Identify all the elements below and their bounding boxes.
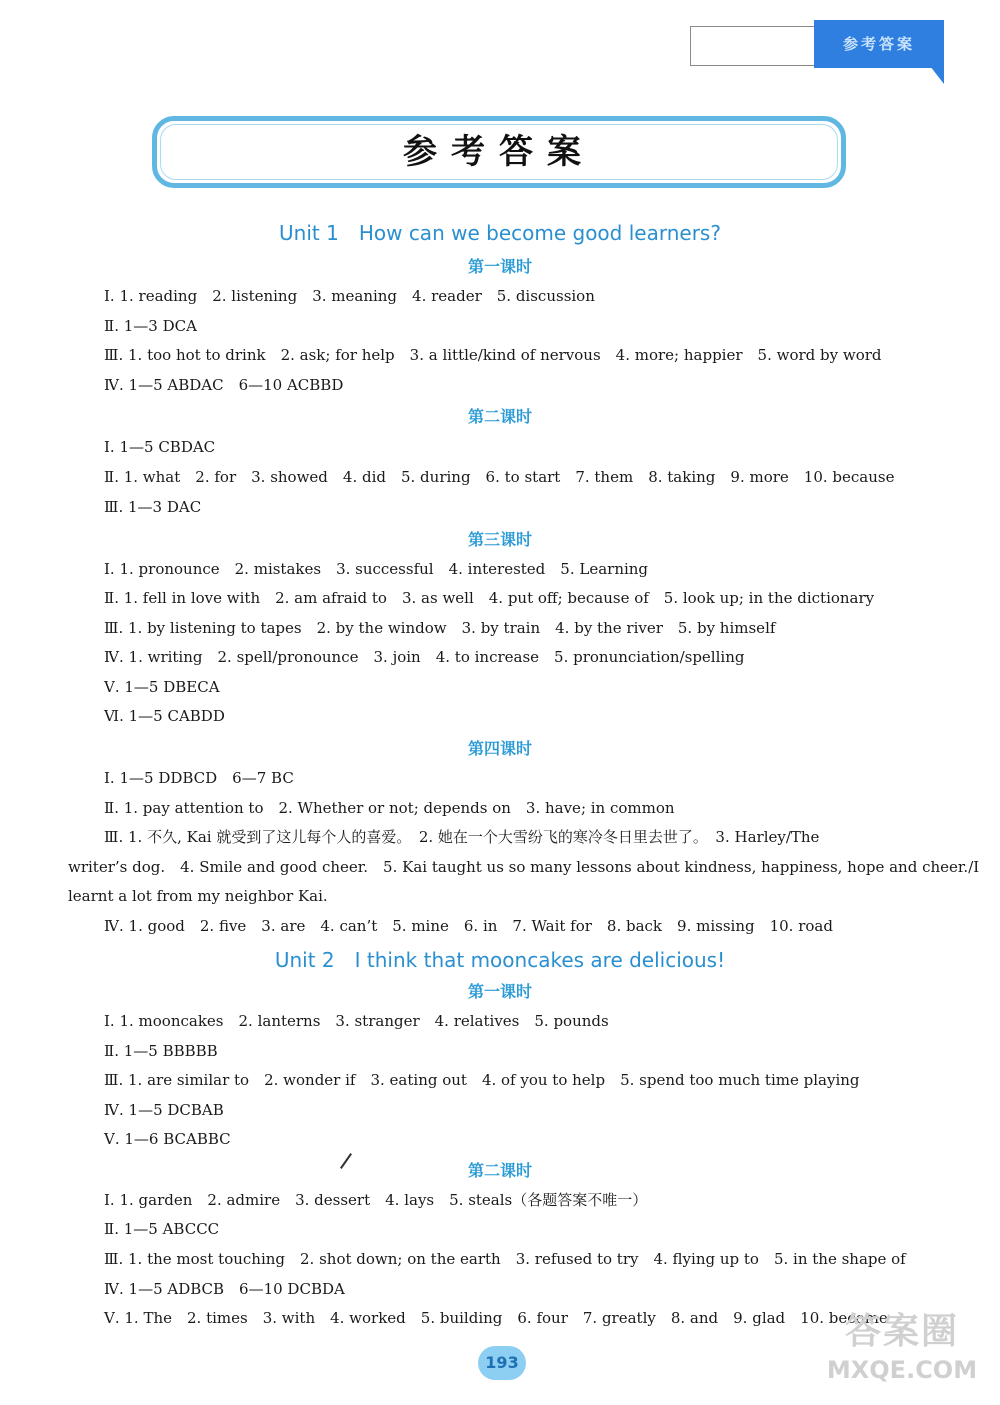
header-tab-frame [690, 26, 815, 66]
answer-line: Ⅳ. 1. writing 2. spell/pronounce 3. join 4. to increase 5. pronunciation/spelling [104, 648, 745, 666]
answer-line: Ⅰ. 1. garden 2. admire 3. dessert 4. lays 5. steals（各题答案不唯一） [104, 1191, 648, 1209]
answer-line: Ⅴ. 1—5 DBECA [104, 678, 220, 696]
page-number: 193 [478, 1346, 526, 1380]
answer-line: Ⅱ. 1—5 BBBBB [104, 1042, 218, 1060]
lesson-heading: 第二课时 [467, 1161, 532, 1180]
answer-line: Ⅱ. 1—5 ABCCC [104, 1220, 220, 1238]
answer-line: Ⅲ. 1—3 DAC [104, 498, 202, 516]
answer-line: Ⅲ. 1. are similar to 2. wonder if 3. eating out 4. of you to help 5. spend too much time playing [104, 1071, 860, 1089]
answer-line: Ⅳ. 1. good 2. five 3. are 4. can’t 5. mine 6. in 7. Wait for 8. back 9. missing 10. road [104, 917, 833, 935]
answer-line: Ⅱ. 1. what 2. for 3. showed 4. did 5. during 6. to start 7. them 8. taking 9. more 10. because [104, 468, 895, 486]
answer-line: Ⅳ. 1—5 ABDAC 6—10 ACBBD [104, 376, 344, 394]
answer-line: Ⅱ. 1—3 DCA [104, 317, 197, 335]
answer-line: Ⅳ. 1—5 DCBAB [104, 1101, 224, 1119]
answer-line: Ⅵ. 1—5 CABDD [104, 707, 225, 725]
answer-line: writer’s dog. 4. Smile and good cheer. 5. Kai taught us so many lessons about kindness, happiness, hope and cheer./I [68, 858, 980, 876]
unit-2-title: Unit 2 I think that mooncakes are delicious! [274, 948, 726, 972]
lesson-heading: 第一课时 [467, 257, 532, 276]
header-tab-wedge [930, 66, 944, 84]
unit-1-title: Unit 1 How can we become good learners? [279, 221, 721, 245]
lesson-heading: 第四课时 [467, 739, 532, 758]
answer-line: Ⅰ. 1. mooncakes 2. lanterns 3. stranger 4. relatives 5. pounds [104, 1012, 609, 1030]
answer-line: Ⅳ. 1—5 ADBCB 6—10 DCBDA [104, 1280, 345, 1298]
answer-line: Ⅰ. 1. pronounce 2. mistakes 3. successful 4. interested 5. Learning [104, 560, 649, 578]
answer-line: Ⅲ. 1. the most touching 2. shot down; on the earth 3. refused to try 4. flying up to 5. in the shape of [104, 1250, 906, 1268]
answer-line: Ⅰ. 1—5 DDBCD 6—7 BC [104, 769, 294, 787]
header-tab-label: 参考答案 [814, 20, 944, 68]
watermark-logo [812, 1310, 992, 1400]
answer-line: Ⅲ. 1. 不久, Kai 就受到了这儿每个人的喜爱。 2. 她在一个大雪纷飞的寒冷冬日里去世了。 3. Harley/The [104, 828, 820, 846]
answer-line: Ⅱ. 1. pay attention to 2. Whether or not; depends on 3. have; in common [104, 799, 675, 817]
watermark-bottom-text: MXQE.COM [826, 1356, 978, 1384]
page-title: 参考答案 [403, 132, 595, 172]
answer-line: Ⅲ. 1. by listening to tapes 2. by the window 3. by train 4. by the river 5. by himself [104, 619, 776, 637]
answer-line: Ⅴ. 1. The 2. times 3. with 4. worked 5. building 6. four 7. greatly 8. and 9. glad 10. become [104, 1309, 888, 1327]
answer-line: Ⅴ. 1—6 BCABBC [104, 1130, 231, 1148]
answer-line: Ⅰ. 1. reading 2. listening 3. meaning 4. reader 5. discussion [104, 287, 595, 305]
lesson-heading: 第一课时 [467, 982, 532, 1001]
answer-line: Ⅱ. 1. fell in love with 2. am afraid to 3. as well 4. put off; because of 5. look up; in the dictionary [104, 589, 875, 607]
answer-line: learnt a lot from my neighbor Kai. [68, 887, 328, 905]
lesson-heading: 第二课时 [467, 407, 532, 426]
answer-line: Ⅰ. 1—5 CBDAC [104, 438, 216, 456]
watermark-top-text: 答案圈 [844, 1311, 959, 1352]
lesson-heading: 第三课时 [467, 530, 532, 549]
answer-line: Ⅲ. 1. too hot to drink 2. ask; for help 3. a little/kind of nervous 4. more; happier 5. word by word [104, 346, 882, 364]
